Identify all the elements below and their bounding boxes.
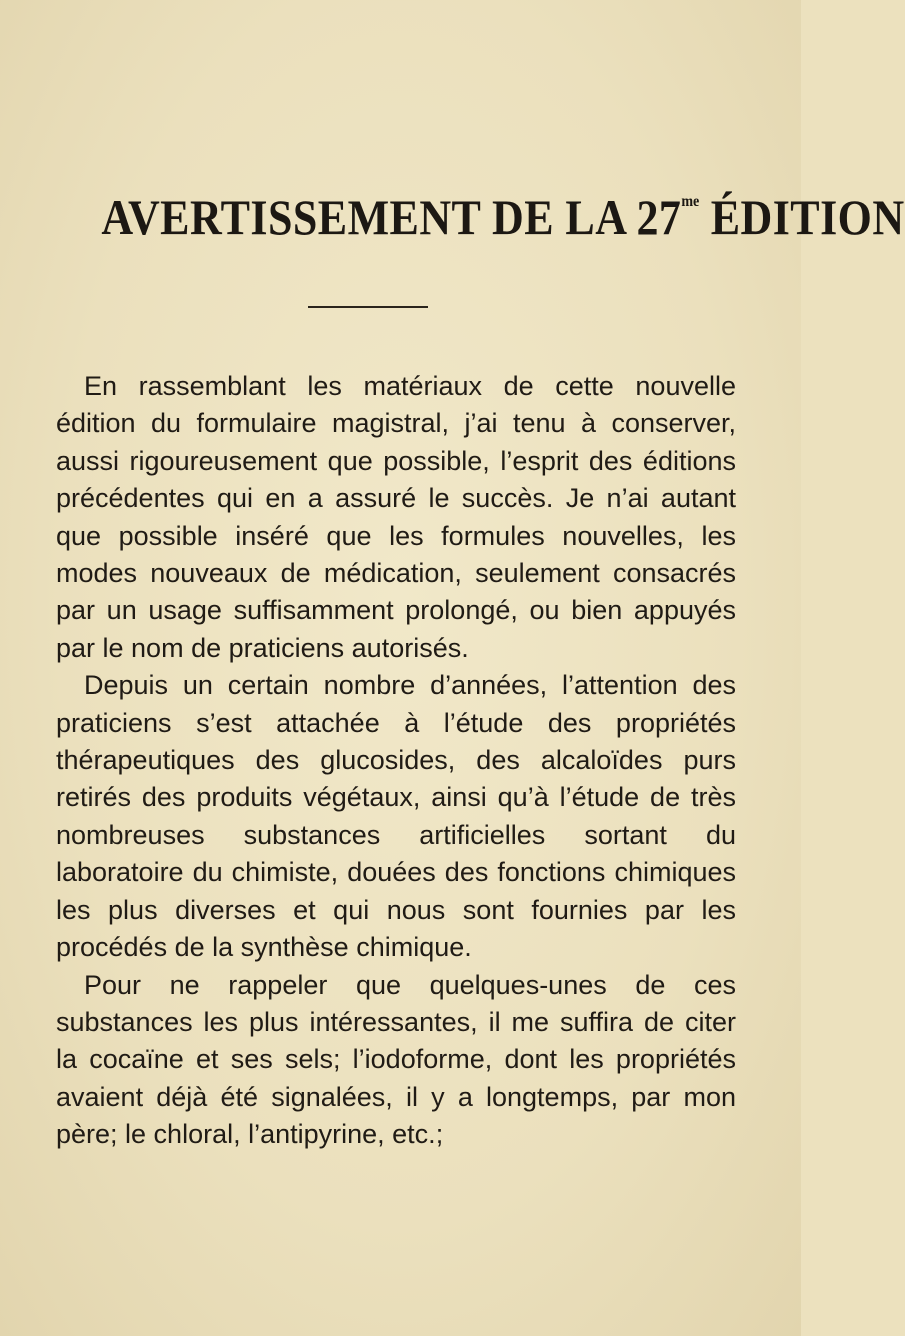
title-tail: ÉDITION bbox=[699, 189, 905, 245]
title-superscript: me bbox=[681, 193, 700, 210]
body-text bbox=[56, 368, 736, 1154]
title-divider bbox=[308, 306, 428, 308]
title-main: AVERTISSEMENT DE LA 27 bbox=[101, 189, 682, 245]
paragraph-1: En rassemblant les matériaux de cette nouvelle édition du formulaire magistral, j’ai tenu à conserver, aussi rigoureusement que possible, l’esprit des éditions précédentes qui en a assuré le succès. Je n’ai autant que possible inséré que les formules nouvelles, les modes nouveaux de médication, seulement consacrés par un usage suffisamment prolongé, ou bien appuyés par le nom de praticiens autorisés. bbox=[56, 371, 736, 663]
paragraph-3: Pour ne rappeler que quelques-unes de ces substances les plus intéressantes, il me suffira de citer la cocaïne et ses sels; l’iodoforme, dont les propriétés avaient déjà été signalées, il y a longtemps, par mon père; le chloral, l’antipyrine, etc.; bbox=[56, 969, 736, 1150]
page-title bbox=[101, 172, 905, 247]
paragraph-2: Depuis un certain nombre d’années, l’attention des praticiens s’est attachée à l’étude des propriétés thérapeutiques des glucosides, des alcaloïdes purs retirés des produits végétaux, ainsi qu’à l’étude de très nombreuses substances artificielles sortant du laboratoire du chimiste, douées des fonctions chimiques les plus diverses et qui nous sont fournies par les procédés de la synthèse chimique. bbox=[56, 670, 736, 963]
